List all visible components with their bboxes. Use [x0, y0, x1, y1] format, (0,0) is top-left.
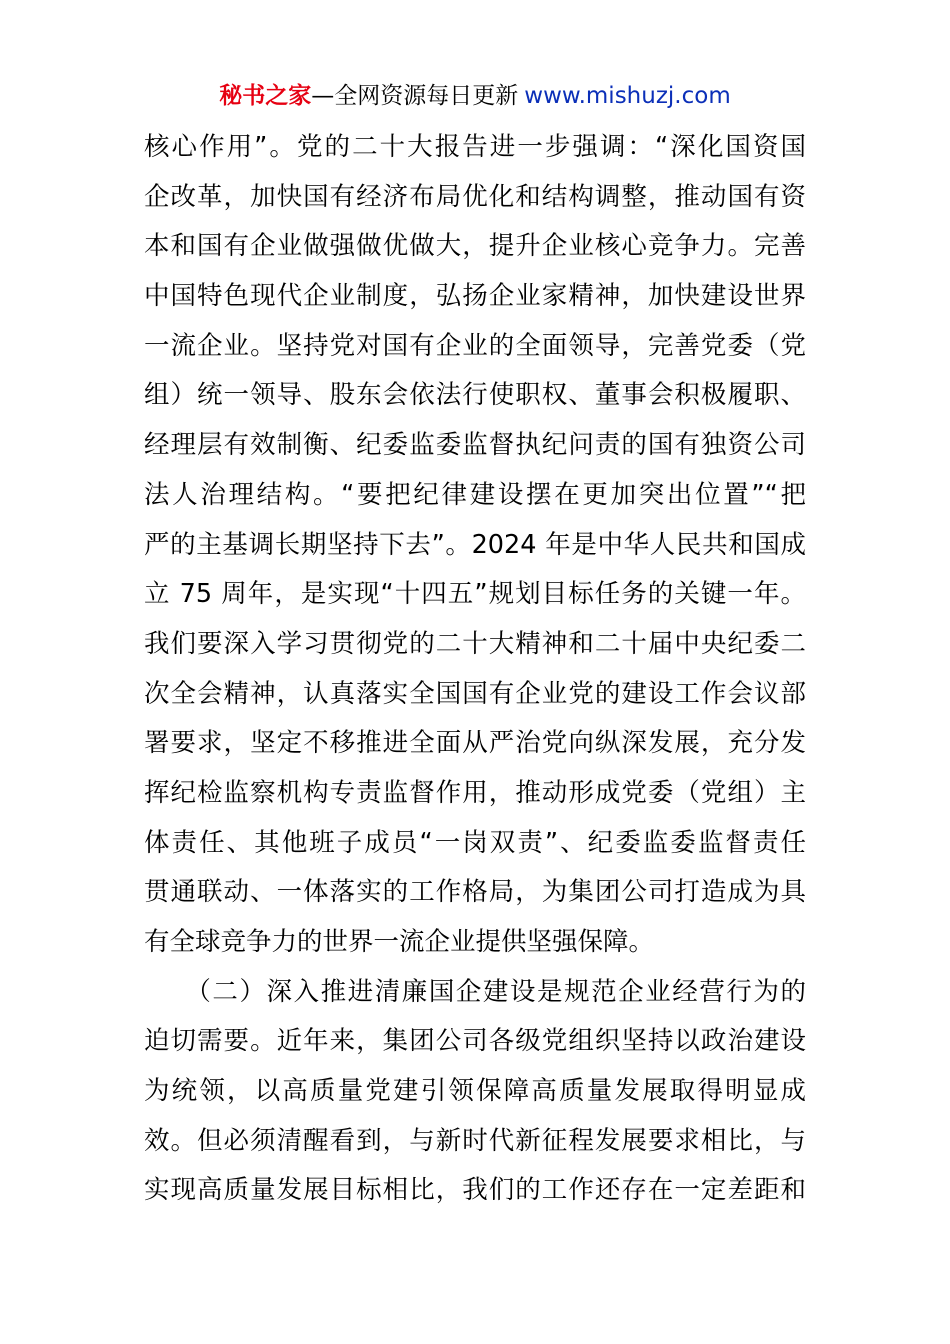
text-line: 核心作用”。党的二十大报告进一步强调：“深化国资国 [144, 132, 806, 162]
text-line: 组）统一领导、股东会依法行使职权、董事会积极履职、 [144, 380, 806, 411]
text-line: 为统领，以高质量党建引领保障高质量发展取得明显成 [144, 1076, 806, 1107]
text-line: 企改革，加快国有经济布局优化和结构调整，推动国有资 [144, 181, 806, 212]
text-line: 中国特色现代企业制度，弘扬企业家精神，加快建设世界 [144, 281, 806, 312]
text-line: 挥纪检监察机构专责监督作用，推动形成党委（党组）主 [144, 777, 806, 808]
site-brand: 秘书之家 [219, 83, 312, 109]
text-line: 本和国有企业做强做优做大，提升企业核心竞争力。完善 [144, 231, 806, 262]
text-line: （二）深入推进清廉国企建设是规范企业经营行为的 [144, 976, 806, 1007]
site-url-link[interactable]: www.mishuzj.com [524, 83, 731, 109]
text-line: 一流企业。坚持党对国有企业的全面领导，完善党委（党 [144, 330, 806, 361]
text-line: 有全球竞争力的世界一流企业提供坚强保障。 [144, 927, 655, 957]
text-line: 体责任、其他班子成员“一岗双责”、纪委监委监督责任 [144, 827, 806, 858]
text-line: 次全会精神，认真落实全国国有企业党的建设工作会议部 [144, 678, 806, 709]
text-line: 法人治理结构。“要把纪律建设摆在更加突出位置”“把 [144, 479, 806, 510]
text-line: 经理层有效制衡、纪委监委监督执纪问责的国有独资公司 [144, 430, 806, 461]
text-line: 署要求，坚定不移推进全面从严治党向纵深发展，充分发 [144, 728, 806, 759]
site-tagline: —全网资源每日更新 [311, 83, 519, 109]
text-line: 我们要深入学习贯彻党的二十大精神和二十届中央纪委二 [144, 628, 806, 659]
text-line: 效。但必须清醒看到，与新时代新征程发展要求相比，与 [144, 1125, 806, 1156]
document-body [144, 123, 806, 1216]
page-header [0, 80, 950, 112]
text-line: 贯通联动、一体落实的工作格局，为集团公司打造成为具 [144, 877, 806, 908]
text-line: 实现高质量发展目标相比，我们的工作还存在一定差距和 [144, 1175, 806, 1206]
text-line: 迫切需要。近年来，集团公司各级党组织坚持以政治建设 [144, 1026, 806, 1057]
text-line: 严的主基调长期坚持下去”。2024 年是中华人民共和国成 [144, 529, 806, 560]
text-line: 立 75 周年，是实现“十四五”规划目标任务的关键一年。 [144, 579, 806, 610]
